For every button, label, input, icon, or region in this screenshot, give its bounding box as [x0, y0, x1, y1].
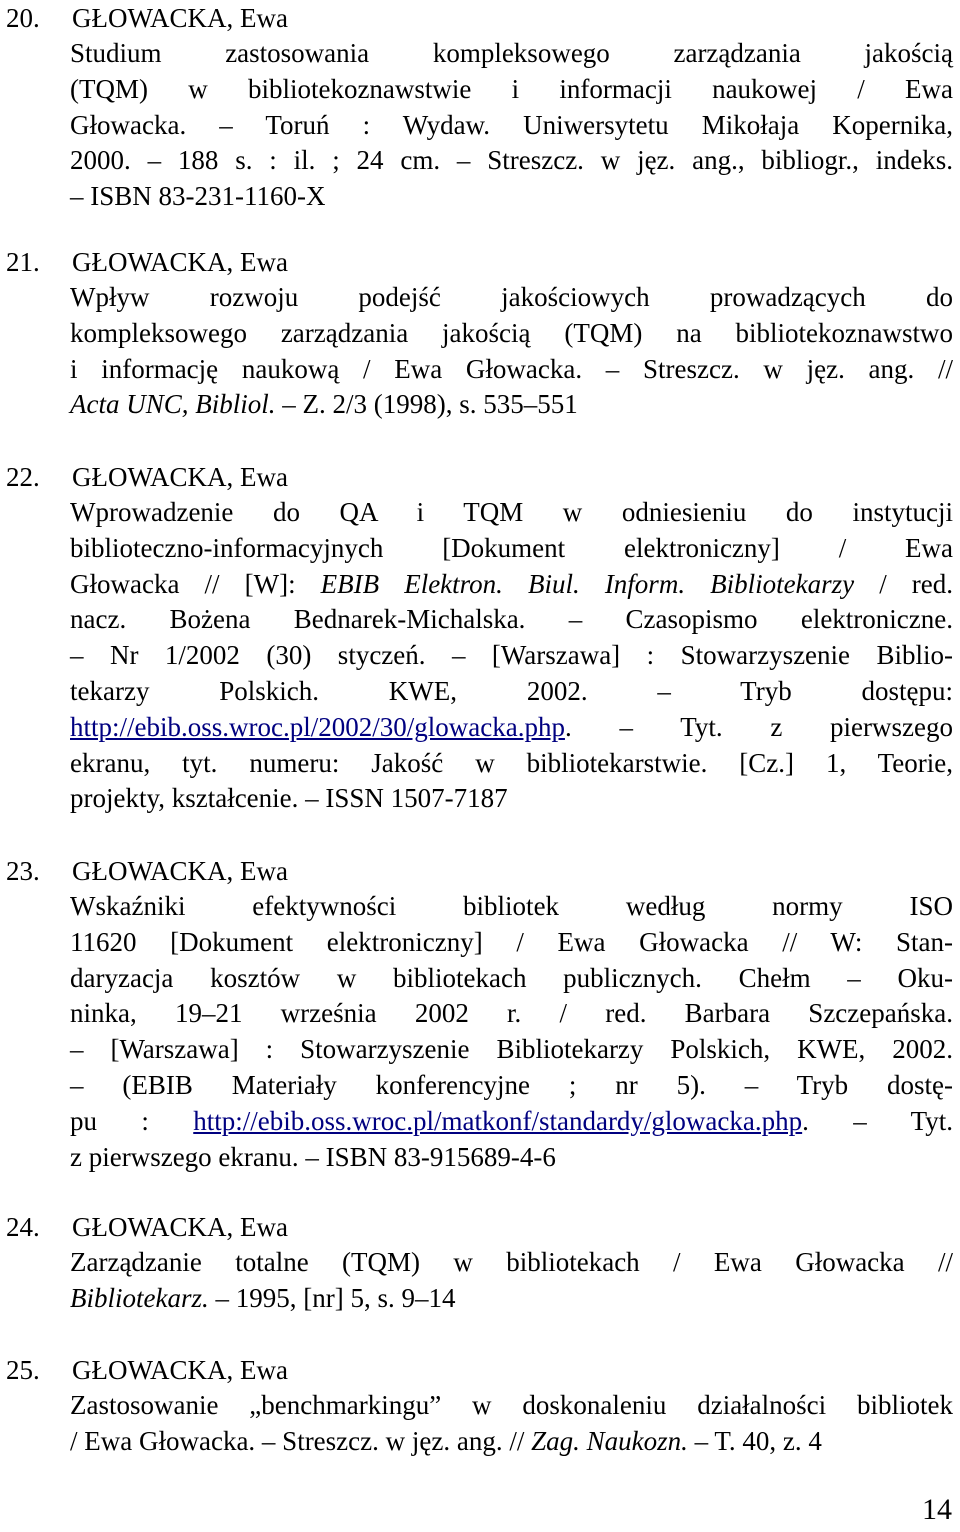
page-number: 14 [922, 1493, 952, 1526]
entry-description [70, 36, 953, 215]
entry-line [70, 1424, 953, 1460]
entry-number: 23. [6, 856, 40, 886]
entry-line: Wpływ rozwoju podejść jakościowych prowadzących do [70, 282, 953, 312]
journal-title: Zag. Naukozn. [531, 1425, 688, 1456]
entry-line [70, 1281, 953, 1317]
journal-title: Acta UNC, Bibliol. [70, 389, 276, 420]
entry-line: i informację naukową / Ewa Głowacka. – Streszcz. w jęz. ang. // [70, 353, 953, 384]
journal-title: EBIB Elektron. Biul. Inform. Bibliotekarzy [320, 568, 855, 599]
entry-number: 21. [6, 247, 40, 277]
line-part: – 1995, [nr] 5, s. 9–14 [208, 1282, 456, 1313]
line-part: . – Tyt. z pierwszego [564, 711, 953, 742]
entry-line: 11620 [Dokument elektroniczny] / Ewa Głowacka // W: Stan- [70, 926, 953, 957]
entry-line: z pierwszego ekranu. – ISBN 83-915689-4-6 [70, 1141, 556, 1172]
entry-line: Studium zastosowania kompleksowego zarządzania jakością [70, 38, 953, 68]
line-part: . – Tyt. [802, 1105, 953, 1136]
entry-author: GŁOWACKA, Ewa [72, 462, 288, 492]
entry-description [70, 889, 953, 1175]
entry-line: nacz. Bożena Bednarek-Michalska. – Czasopismo elektroniczne. [70, 604, 953, 635]
entry-line: Wprowadzenie do QA i TQM w odniesieniu do instytucji [70, 497, 953, 527]
entry-description [70, 280, 953, 423]
entry-line: Wskaźniki efektywności bibliotek według normy ISO [70, 891, 953, 921]
entry-number: 25. [6, 1355, 40, 1385]
line-part: / red. [879, 568, 953, 599]
entry-line [70, 567, 953, 603]
entry-line: kompleksowego zarządzania jakością (TQM) na bibliotekoznawstwo [70, 317, 953, 348]
line-part: pu : [70, 1105, 149, 1136]
entry-line: – ISBN 83-231-1160-X [70, 181, 326, 212]
entry-line: Głowacka. – Toruń : Wydaw. Uniwersytetu Mikołaja Kopernika, [70, 109, 953, 140]
entry-line: – Nr 1/2002 (30) styczeń. – [Warszawa] : Stowarzyszenie Biblio- [70, 640, 953, 671]
entry-line [70, 1104, 953, 1140]
entry-line: Zarządzanie totalne (TQM) w bibliotekach / Ewa Głowacka // [70, 1247, 953, 1277]
entry-line: 2000. – 188 s. : il. ; 24 cm. – Streszcz. w jęz. ang., bibliogr., indeks. [70, 145, 953, 176]
entry-number: 22. [6, 462, 40, 492]
entry-author: GŁOWACKA, Ewa [72, 856, 288, 886]
entry-line: ekranu, tyt. numeru: Jakość w bibliotekarstwie. [Cz.] 1, Teorie, [70, 747, 953, 778]
entry-line: tekarzy Polskich. KWE, 2002. – Tryb dostępu: [70, 675, 953, 706]
url-link[interactable]: http://ebib.oss.wroc.pl/2002/30/glowacka.php [70, 711, 565, 742]
entry-line [70, 387, 953, 423]
entry-line: Zastosowanie „benchmarkingu” w doskonaleniu działalności bibliotek [70, 1390, 953, 1420]
entry-number: 24. [6, 1212, 40, 1242]
entry-line: (TQM) w bibliotekoznawstwie i informacji naukowej / Ewa [70, 73, 953, 104]
line-part: – T. 40, z. 4 [687, 1425, 822, 1456]
entry-author: GŁOWACKA, Ewa [72, 3, 288, 33]
entry-line: biblioteczno-informacyjnych [Dokument elektroniczny] / Ewa [70, 532, 953, 563]
entry-author: GŁOWACKA, Ewa [72, 1355, 288, 1385]
entry-number: 20. [6, 3, 40, 33]
entry-author: GŁOWACKA, Ewa [72, 1212, 288, 1242]
entry-line: daryzacja kosztów w bibliotekach publicznych. Chełm – Oku- [70, 962, 953, 993]
url-link[interactable]: http://ebib.oss.wroc.pl/matkonf/standardy/glowacka.php [193, 1105, 803, 1136]
entry-line: ninka, 19–21 września 2002 r. / red. Barbara Szczepańska. [70, 998, 953, 1029]
journal-details: – Z. 2/3 (1998), s. 535–551 [275, 389, 578, 420]
journal-title: Bibliotekarz. [70, 1282, 209, 1313]
entry-author: GŁOWACKA, Ewa [72, 247, 288, 277]
entry-line: – (EBIB Materiały konferencyjne ; nr 5). – Tryb dostę- [70, 1069, 953, 1100]
entry-line: – [Warszawa] : Stowarzyszenie Bibliotekarzy Polskich, KWE, 2002. [70, 1034, 953, 1065]
line-part: / Ewa Głowacka. – Streszcz. w jęz. ang. // [70, 1425, 525, 1456]
entry-description [70, 1388, 953, 1460]
entry-description [70, 1245, 953, 1317]
entry-line [70, 710, 953, 746]
line-part: Głowacka // [W]: [70, 568, 296, 599]
entry-description [70, 495, 953, 817]
entry-line: projekty, kształcenie. – ISSN 1507-7187 [70, 783, 508, 814]
